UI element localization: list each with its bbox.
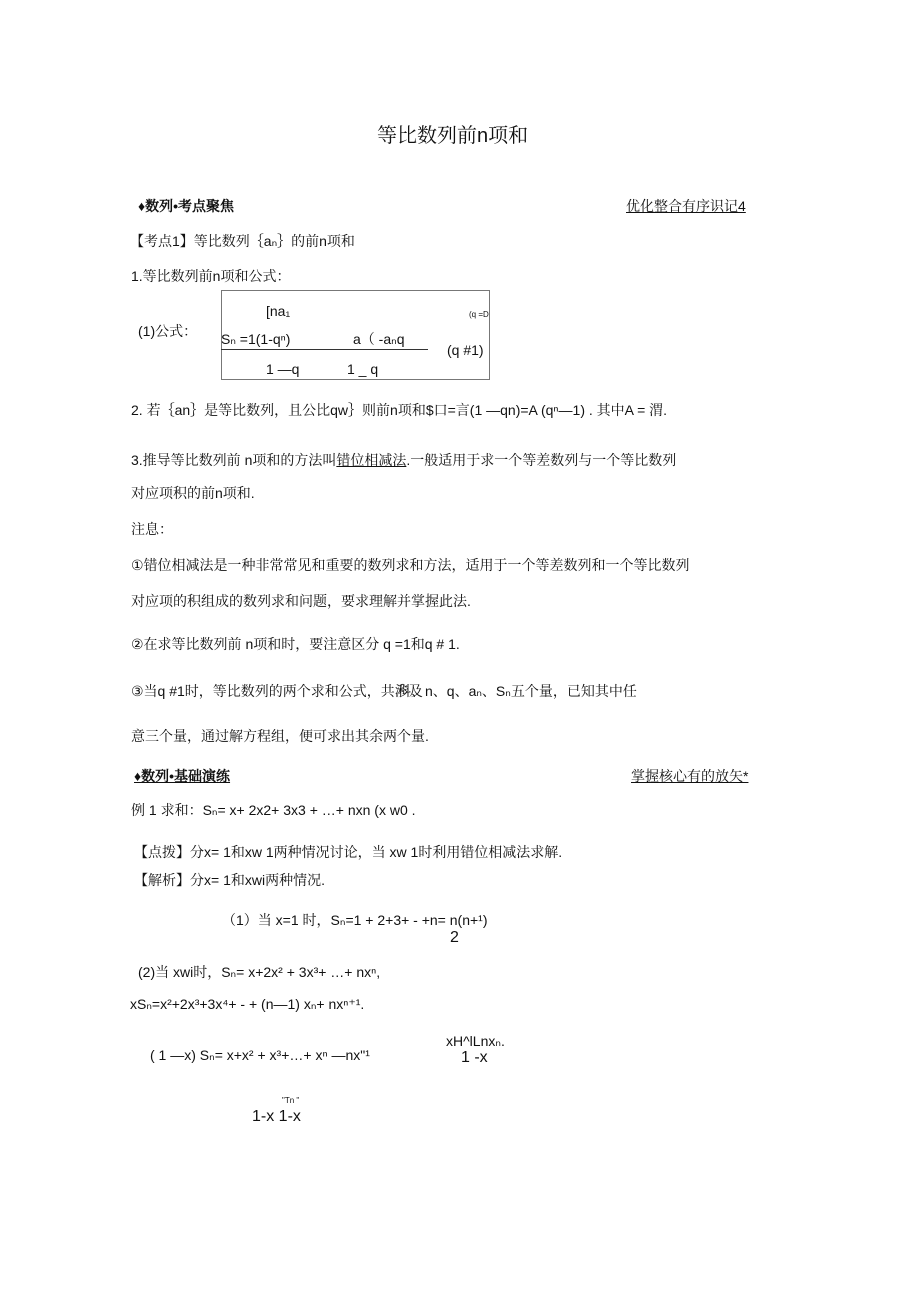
note-1-line2: 对应项的积组成的数列求和问题，要求理解并掌握此法. <box>131 593 471 609</box>
xsn-line: xSₙ=x²+2x³+3x⁴+ - + (n—1) xₙ+ nxⁿ⁺¹. <box>130 996 365 1012</box>
item-1: 1.等比数列前n项和公式： <box>131 268 291 284</box>
formula-den2: 1 _ q <box>347 361 379 377</box>
section-heading-kaodian: ♦数列•考点聚焦 <box>138 198 235 214</box>
formula-case1: [na₁ <box>266 303 291 319</box>
note-3-line2: 意三个量，通过解方程组，便可求出其余两个量. <box>131 728 429 744</box>
diff-den: 1 -x <box>461 1049 488 1066</box>
formula-label: (1)公式： <box>138 323 198 339</box>
example-1: 例 1 求和：Sₙ= x+ 2x2+ 3x3 + …+ nxn (x w0 . <box>131 802 416 818</box>
formula-case1-cond: (q =D <box>469 310 489 319</box>
case-1: （1）当 x=1 时，Sₙ=1 + 2+3+ - +n= n(n+¹) <box>222 912 488 928</box>
final-bottom: 1-x 1-x <box>252 1108 301 1125</box>
formula-den1: 1 —q <box>266 361 300 377</box>
diff-num: xH^lLnxₙ. <box>446 1033 505 1049</box>
page-title: 等比数列前n项和 <box>377 125 529 147</box>
formula-num1: Sₙ =1(1-qⁿ) <box>221 331 291 347</box>
item-3-post: .一般适用于求一个等差数列与一个等比数列 <box>406 452 677 468</box>
analysis: 【解析】分x= 1和xwi两种情况. <box>134 872 325 888</box>
diff-lhs: ( 1 —x) Sₙ= x+x² + x³+…+ xⁿ —nx"¹ <box>150 1047 370 1063</box>
item-3-line2: 对应项积的前n项和. <box>131 485 255 501</box>
section-tag-yanlian: 掌握核心有的放矢* <box>631 768 749 784</box>
note-3-part1: ③当q #1时，等比数列的两个求和公式，共涉及 <box>131 683 423 699</box>
item-3 <box>131 453 676 467</box>
section-tag-kaodian: 优化整合有序识记4 <box>626 198 746 214</box>
note-2: ②在求等比数列前 n项和时，要注意区分 q =1和q # 1. <box>131 636 460 652</box>
note-1-line1: ①错位相减法是一种非常常见和重要的数列求和方法，适用于一个等差数列和一个等比数列 <box>131 557 690 573</box>
note-3-part2: 科、n、q、aₙ、Sₙ五个量，已知其中任 <box>397 683 637 699</box>
item-2: 2. 若｛an｝是等比数列，且公比qw｝则前n项和$口=言(1 —qn)=A (qⁿ—1) . 其中A = 渭. <box>131 402 668 418</box>
item-3-pre: 3.推导等比数列前 n项和的方法叫 <box>131 452 337 468</box>
item-3-link: 错位相减法 <box>336 452 407 468</box>
case-1-den: 2 <box>450 929 459 946</box>
fraction-line <box>221 349 428 350</box>
kaodian-heading: 【考点1】等比数列｛aₙ｝的前n项和 <box>130 233 355 249</box>
hint: 【点拨】分x= 1和xw 1两种情况讨论，当 xw 1时利用错位相减法求解. <box>134 844 563 860</box>
formula-cond: (q #1) <box>447 342 484 358</box>
note-label: 注息： <box>131 521 173 537</box>
case-2: (2)当 xwi时，Sₙ= x+2x² + 3x³+ …+ nxⁿ, <box>138 964 381 980</box>
section-heading-yanlian: ♦数列•基础演练 <box>134 768 231 784</box>
formula-num2: a（ -aₙq <box>353 331 405 347</box>
final-top: "Tn " <box>282 1096 300 1105</box>
